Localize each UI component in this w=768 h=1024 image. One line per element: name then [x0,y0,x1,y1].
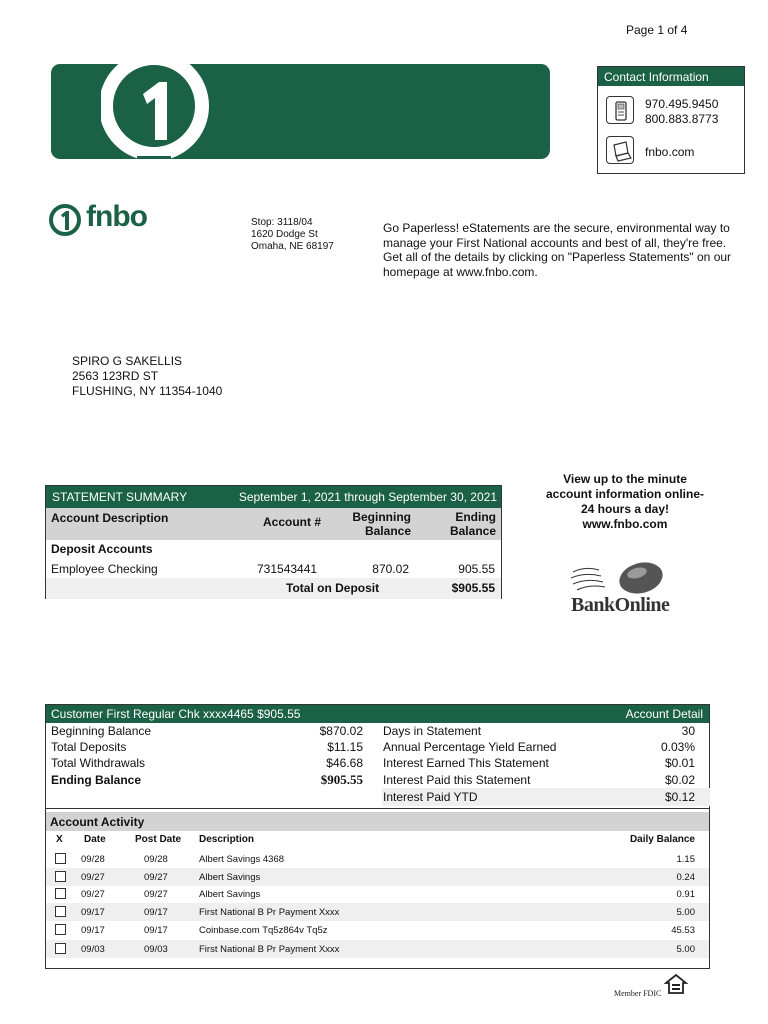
table-row [46,940,709,958]
paperless-promo-text: Go Paperless! eStatements are the secure, environmental way to manage your First National accounts and best of all, they're free. Get all of the details by clicking on "Paperless Statements" on our homepage at www.fnbo.com. [383,221,732,279]
total-value: $905.55 [451,581,495,595]
account-title: Customer First Regular Chk xxxx4465 $905.55 [51,707,301,721]
row-checkbox[interactable] [55,906,66,917]
promo-line: View up to the minute [563,472,687,486]
row-date: 09/17 [81,925,105,936]
row-post-date: 09/03 [144,944,168,955]
bankonline-wordmark: BankOnline [571,594,670,616]
summary-period: September 1, 2021 through September 30, 2021 [238,490,497,504]
detail-label: Annual Percentage Yield Earned [383,740,557,754]
customer-address [72,354,222,399]
row-balance: 0.91 [676,889,695,900]
fnbo-one-icon [48,203,84,239]
detail-value: $0.02 [664,773,695,787]
row-description: Coinbase.com Tq5z864v Tq5z [199,925,328,936]
row-date: 09/03 [81,944,105,955]
table-row [46,921,709,939]
address-line: Stop: 3118/04 [251,217,313,228]
detail-label: Days in Statement [383,724,482,738]
customer-street: 2563 123RD ST [72,369,159,383]
logo-wordmark: fnbo [86,200,147,233]
row-date: 09/27 [81,889,105,900]
row-description: Albert Savings 4368 [199,854,285,865]
account-detail-label: Account Detail [625,707,703,721]
col-date: Date [84,834,106,845]
row-post-date: 09/27 [144,872,168,883]
mouse-icon [565,558,685,598]
col-daily-balance: Daily Balance [629,834,695,845]
detail-value: $870.02 [319,724,363,738]
statement-summary-table [45,485,502,599]
table-row [46,850,709,868]
col-post-date: Post Date [135,834,182,845]
detail-value: $11.15 [327,740,363,754]
row-description: First National B Pr Payment Xxxx [199,944,340,955]
col-beginning-balance [331,510,411,538]
row-checkbox[interactable] [55,924,66,935]
row-description: Albert Savings [199,872,261,883]
detail-label: Total Withdrawals [51,756,146,770]
detail-label: Interest Paid YTD [383,790,478,804]
bankonline-logo [565,558,685,622]
page-number: Page 1 of 4 [626,23,688,37]
detail-value: $0.12 [664,790,695,804]
detail-value: $46.68 [326,756,363,770]
row-description: Albert Savings [199,889,261,900]
contact-phone-1[interactable]: 970.495.9450 [645,97,719,111]
contact-title: Contact Information [598,67,744,86]
row-post-date: 09/17 [144,925,168,936]
detail-value: 30 [681,724,695,738]
member-fdic-text: Member FDIC [614,989,662,998]
member-fdic-footer [614,972,689,1000]
row-balance: 1.15 [676,854,695,865]
row-post-date: 09/28 [144,854,168,865]
contact-website[interactable]: fnbo.com [645,145,695,159]
total-label: Total on Deposit [286,581,380,595]
row-post-date: 09/17 [144,907,168,918]
promo-url[interactable]: www.fnbo.com [582,517,668,531]
row-balance: 0.24 [676,872,695,883]
detail-label: Beginning Balance [51,724,152,738]
detail-label: Interest Earned This Statement [383,756,549,770]
col-description: Description [199,834,255,845]
col-account-description: Account Description [51,511,169,525]
laptop-icon [606,136,634,164]
row-checkbox[interactable] [55,853,66,864]
row-checkbox[interactable] [55,888,66,899]
activity-column-headers [46,831,709,849]
fnbo-logo [48,200,158,239]
customer-name: SPIRO G SAKELLIS [72,354,183,368]
detail-label: Ending Balance [51,773,142,787]
detail-value: $905.55 [320,772,363,787]
address-line: 1620 Dodge St [251,229,318,240]
contact-information-box [597,66,745,174]
col-label: Beginning [352,510,411,524]
col-ending-balance [426,510,496,538]
promo-line: 24 hours a day! [580,502,670,516]
bank-mailing-address [251,217,334,253]
table-row [46,885,709,903]
header-banner [51,64,550,159]
row-checkbox[interactable] [55,871,66,882]
equal-housing-lender-icon [664,972,688,996]
fnbo-one-emblem [101,64,211,159]
phone-icon [606,96,634,124]
col-x: X [56,834,63,845]
row-date: 09/27 [81,872,105,883]
detail-value: 0.03% [660,740,695,754]
summary-group-label: Deposit Accounts [51,542,153,556]
row-balance: 45.53 [671,925,695,936]
table-row [46,903,709,921]
summary-header [46,486,501,508]
account-detail-section [45,704,710,969]
account-detail-header [46,705,709,723]
row-post-date: 09/27 [144,889,168,900]
bankonline-promo [530,472,720,532]
detail-label: Interest Paid this Statement [383,773,531,787]
summary-ending-balance: 905.55 [458,562,495,576]
col-account-number: Account # [263,515,322,529]
summary-column-headers [46,508,501,540]
summary-title: STATEMENT SUMMARY [52,490,188,504]
address-line: Omaha, NE 68197 [251,241,334,252]
summary-beginning-balance: 870.02 [372,562,409,576]
col-label: Balance [364,524,411,538]
contact-phone-2[interactable]: 800.883.8773 [645,112,719,126]
summary-account-number: 731543441 [257,562,318,576]
section-divider [46,808,709,809]
row-balance: 5.00 [676,944,695,955]
col-label: Ending [455,510,496,524]
col-label: Balance [449,524,496,538]
row-date: 09/28 [81,854,105,865]
account-activity-title: Account Activity [46,812,709,831]
row-date: 09/17 [81,907,105,918]
summary-account-name: Employee Checking [51,562,158,576]
row-description: First National B Pr Payment Xxxx [199,907,340,918]
customer-city: FLUSHING, NY 11354-1040 [72,384,223,398]
summary-total-row [46,578,501,599]
promo-line: account information online- [546,487,704,501]
row-balance: 5.00 [676,907,695,918]
row-checkbox[interactable] [55,943,66,954]
detail-label: Total Deposits [51,740,127,754]
detail-value: $0.01 [664,756,695,770]
table-row [46,868,709,886]
